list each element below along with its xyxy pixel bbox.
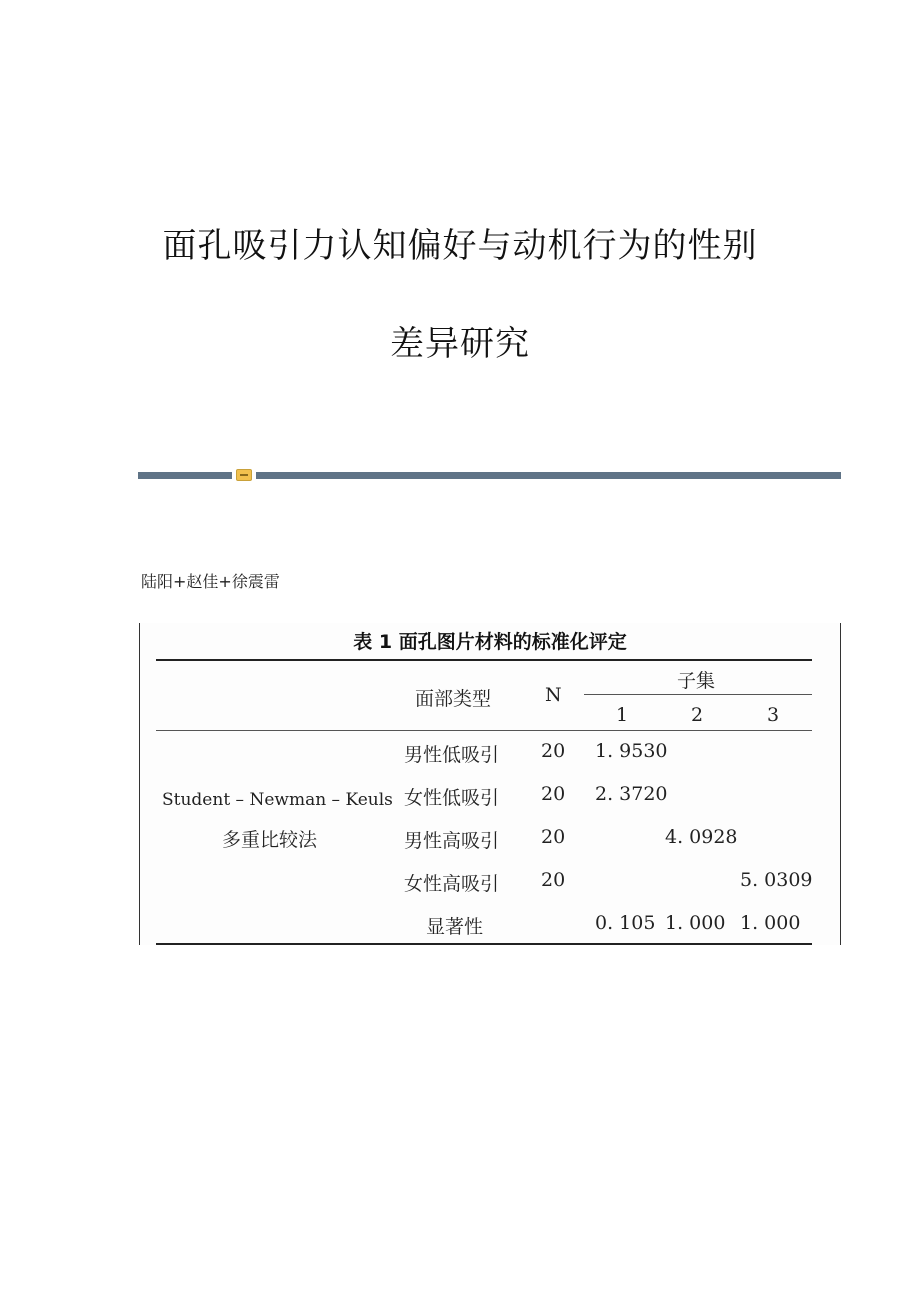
row-subset-3: 5. 0309 (740, 869, 813, 891)
row-subset-3: 1. 000 (740, 912, 801, 934)
row-n: 20 (541, 826, 566, 848)
header-face-type: 面部类型 (415, 688, 492, 710)
row-subset-1: 2. 3720 (595, 783, 668, 805)
row-subset-1: 0. 105 (595, 912, 656, 934)
header-subset-1: 1 (616, 704, 629, 726)
row-subset-2: 4. 0928 (665, 826, 738, 848)
row-face-type: 女性高吸引 (404, 873, 500, 895)
row-face-type: 男性低吸引 (404, 744, 500, 766)
row-n: 20 (541, 869, 566, 891)
table-caption: 表 1 面孔图片材料的标准化评定 (353, 631, 627, 653)
document-title-line-1: 面孔吸引力认知偏好与动机行为的性别 (162, 226, 758, 266)
table-top-rule (156, 659, 812, 661)
method-label-cn: 多重比较法 (222, 829, 318, 851)
document-title-line-2: 差异研究 (390, 324, 530, 364)
table-bottom-rule (156, 943, 812, 945)
row-n: 20 (541, 783, 566, 805)
header-subset-3: 3 (767, 704, 780, 726)
table-header-rule (156, 730, 812, 731)
divider-ornament-icon (236, 469, 252, 481)
row-face-type: 男性高吸引 (404, 830, 500, 852)
row-subset-1: 1. 9530 (595, 740, 668, 762)
header-subset: 子集 (677, 670, 716, 692)
section-divider (138, 471, 841, 480)
row-significance-label: 显著性 (426, 916, 484, 938)
author-list: 陆阳+赵佳+徐震雷 (141, 572, 280, 591)
divider-bar-right (256, 472, 841, 479)
subset-header-rule (584, 694, 812, 695)
divider-bar-left (138, 472, 232, 479)
header-subset-2: 2 (691, 704, 704, 726)
method-label: Student – Newman – Keuls (162, 790, 393, 810)
row-subset-2: 1. 000 (665, 912, 726, 934)
header-n: N (545, 684, 562, 706)
row-n: 20 (541, 740, 566, 762)
row-face-type: 女性低吸引 (404, 787, 500, 809)
statistics-table (139, 623, 841, 945)
